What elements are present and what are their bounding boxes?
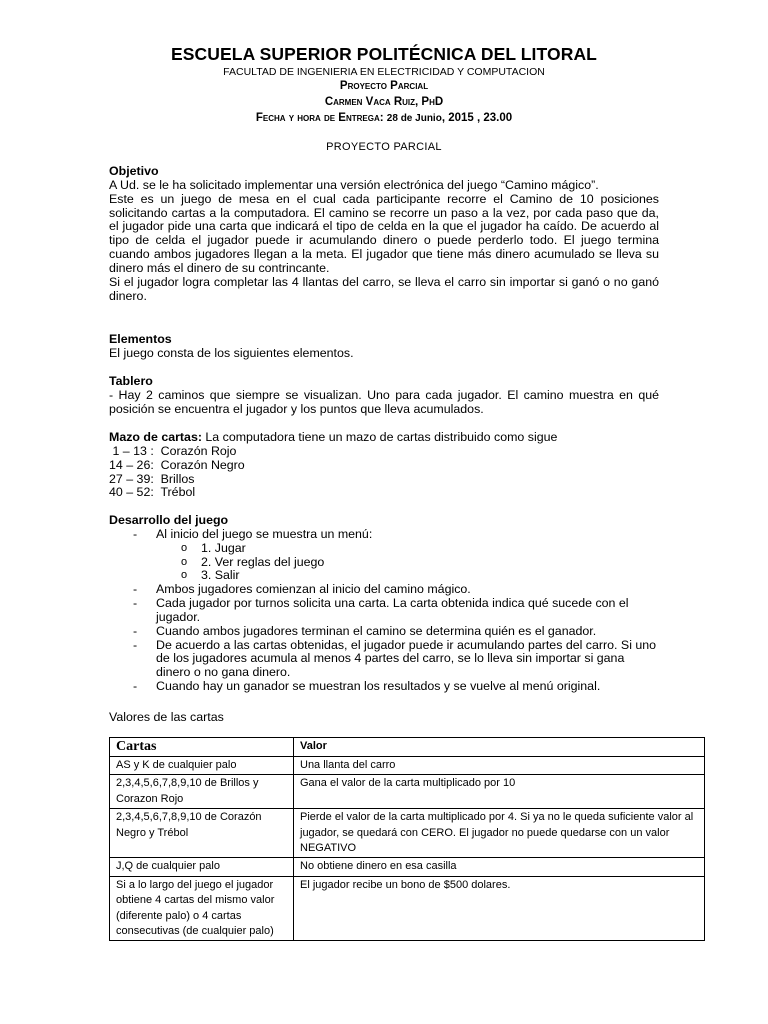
paragraph: Este es un juego de mesa en el cual cada participante recorre el Camino de 10 posiciones solicitando cartas a la computadora. El camino se recorre un paso a la vez, por cada paso que da, el jugador pide una carta que indicará el tipo de celda en la que el jugador ha caído. De acuerdo al tipo de celda el jugador puede ir acumulando dinero o puede perderlo todo. El juego termina cuando ambos jugadores llegan a la meta. El jugador que tiene más dinero acumulado se lleva su dinero más el dinero de su contrincante. xyxy=(109,191,659,275)
list-item: - Cuando ambos jugadores terminan el camino se determina quién es el ganador. xyxy=(133,623,597,638)
due-date xyxy=(0,112,768,124)
mazo-intro: La computadora tiene un mazo de cartas distribuido como sigue xyxy=(201,430,558,444)
due-date-label: Fecha y hora de Entrega: xyxy=(255,112,384,124)
card-range-row: 40 – 52: Trébol xyxy=(109,485,196,500)
circle-bullet: o xyxy=(181,569,188,582)
document-subtitle: PROYECTO PARCIAL xyxy=(326,141,442,153)
paragraph: A Ud. se le ha solicitado implementar una versión electrónica del juego “Camino mágico”. xyxy=(109,177,599,192)
list-item: - Cada jugador por turnos solicita una carta. La carta obtenida indica qué sucede con el jugador. xyxy=(133,596,629,624)
due-date-day: 28 de Junio xyxy=(386,113,442,124)
dash-bullet: - xyxy=(133,526,138,541)
table-cell: Si a lo largo del juego el jugador obtiene 4 cartas del mismo valor (diferente palo) o 4 cartas consecutivas (de cualquier palo) xyxy=(110,876,294,941)
table-cell: Pierde el valor de la carta multiplicado por 4. Si ya no le queda suficiente valor al jugador, se quedará con CERO. El jugador no puede quedarse con un valor NEGATIVO xyxy=(294,809,705,858)
table-cell: 2,3,4,5,6,7,8,9,10 de Brillos y Corazon Rojo xyxy=(110,775,294,809)
section-desarrollo xyxy=(109,514,659,694)
dash-bullet: - xyxy=(133,582,138,597)
circle-bullet: o xyxy=(181,555,188,568)
table-row xyxy=(110,876,705,941)
column-header-valor: Valor xyxy=(294,738,705,757)
author-name: Carmen Vaca Ruiz, PhD xyxy=(324,96,444,108)
paragraph: Si el jugador logra completar las 4 llantas del carro, se lleva el carro sin importar si ganó o no ganó dinero. xyxy=(109,274,659,303)
table-caption: Valores de las cartas xyxy=(109,710,224,724)
table-cell: Gana el valor de la carta multiplicado por 10 xyxy=(294,775,705,809)
list-item: - Ambos jugadores comienzan al inicio del camino mágico. xyxy=(133,582,471,597)
table-cell: J,Q de cualquier palo xyxy=(110,858,294,876)
section-tablero xyxy=(109,375,659,417)
table-row xyxy=(110,775,705,809)
table-header-row xyxy=(110,738,705,757)
column-header-cartas: Cartas xyxy=(110,738,294,757)
card-range-row: 27 – 39: Brillos xyxy=(109,471,195,486)
section-heading: Mazo de cartas: xyxy=(109,430,202,444)
section-heading: Tablero xyxy=(109,374,153,388)
table-cell: El jugador recibe un bono de $500 dolares. xyxy=(294,876,705,941)
section-mazo xyxy=(109,431,659,500)
table-row xyxy=(110,809,705,858)
table-cell: Una llanta del carro xyxy=(294,757,705,775)
institution-title: ESCUELA SUPERIOR POLITÉCNICA DEL LITORAL xyxy=(171,44,597,64)
menu-option: o 2. Ver reglas del juego xyxy=(181,554,325,569)
menu-option: o 1. Jugar xyxy=(181,540,246,555)
mazo-intro-line xyxy=(109,431,659,445)
section-elementos xyxy=(109,333,659,361)
list-item: - De acuerdo a las cartas obtenidas, el jugador puede ir acumulando partes del carro. Si uno de los jugadores acumula al menos 4 partes del carro, se lo lleva sin importar si gana dinero o no gana dinero. xyxy=(133,637,657,680)
card-range-row: 14 – 26: Corazón Negro xyxy=(109,457,245,472)
card-range-row: 1 – 13 : Corazón Rojo xyxy=(109,443,237,458)
dash-bullet: - xyxy=(133,623,138,638)
table-cell: AS y K de cualquier palo xyxy=(110,757,294,775)
section-heading: Objetivo xyxy=(109,164,159,178)
project-title: Proyecto Parcial xyxy=(339,80,429,92)
table-row xyxy=(110,757,705,775)
table-row xyxy=(110,858,705,876)
section-heading: Elementos xyxy=(109,332,172,346)
dash-bullet: - xyxy=(133,679,138,694)
dash-bullet: - xyxy=(133,637,138,652)
section-heading: Desarrollo del juego xyxy=(109,513,229,527)
menu-option: o 3. Salir xyxy=(181,568,240,583)
faculty-name: FACULTAD DE INGENIERIA EN ELECTRICIDAD Y COMPUTACION xyxy=(223,66,545,78)
card-values-table xyxy=(109,737,705,941)
dash-bullet: - xyxy=(133,596,138,611)
section-objetivo xyxy=(109,165,659,303)
table-cell: No obtiene dinero en esa casilla xyxy=(294,858,705,876)
list-item: - Al inicio del juego se muestra un menú: xyxy=(133,526,373,541)
development-list xyxy=(109,528,659,694)
list-item: - Cuando hay un ganador se muestran los resultados y se vuelve al menú original. xyxy=(133,679,601,694)
table-cell: 2,3,4,5,6,7,8,9,10 de Corazón Negro y Trébol xyxy=(110,809,294,858)
due-date-rest: , 2015 , 23.00 xyxy=(441,112,513,124)
paragraph: El juego consta de los siguientes elementos. xyxy=(109,345,354,360)
paragraph: - Hay 2 caminos que siempre se visualizan. Uno para cada jugador. El camino muestra en qué posición se encuentra el jugador y los puntos que lleva acumulados. xyxy=(109,387,659,416)
circle-bullet: o xyxy=(181,541,188,554)
